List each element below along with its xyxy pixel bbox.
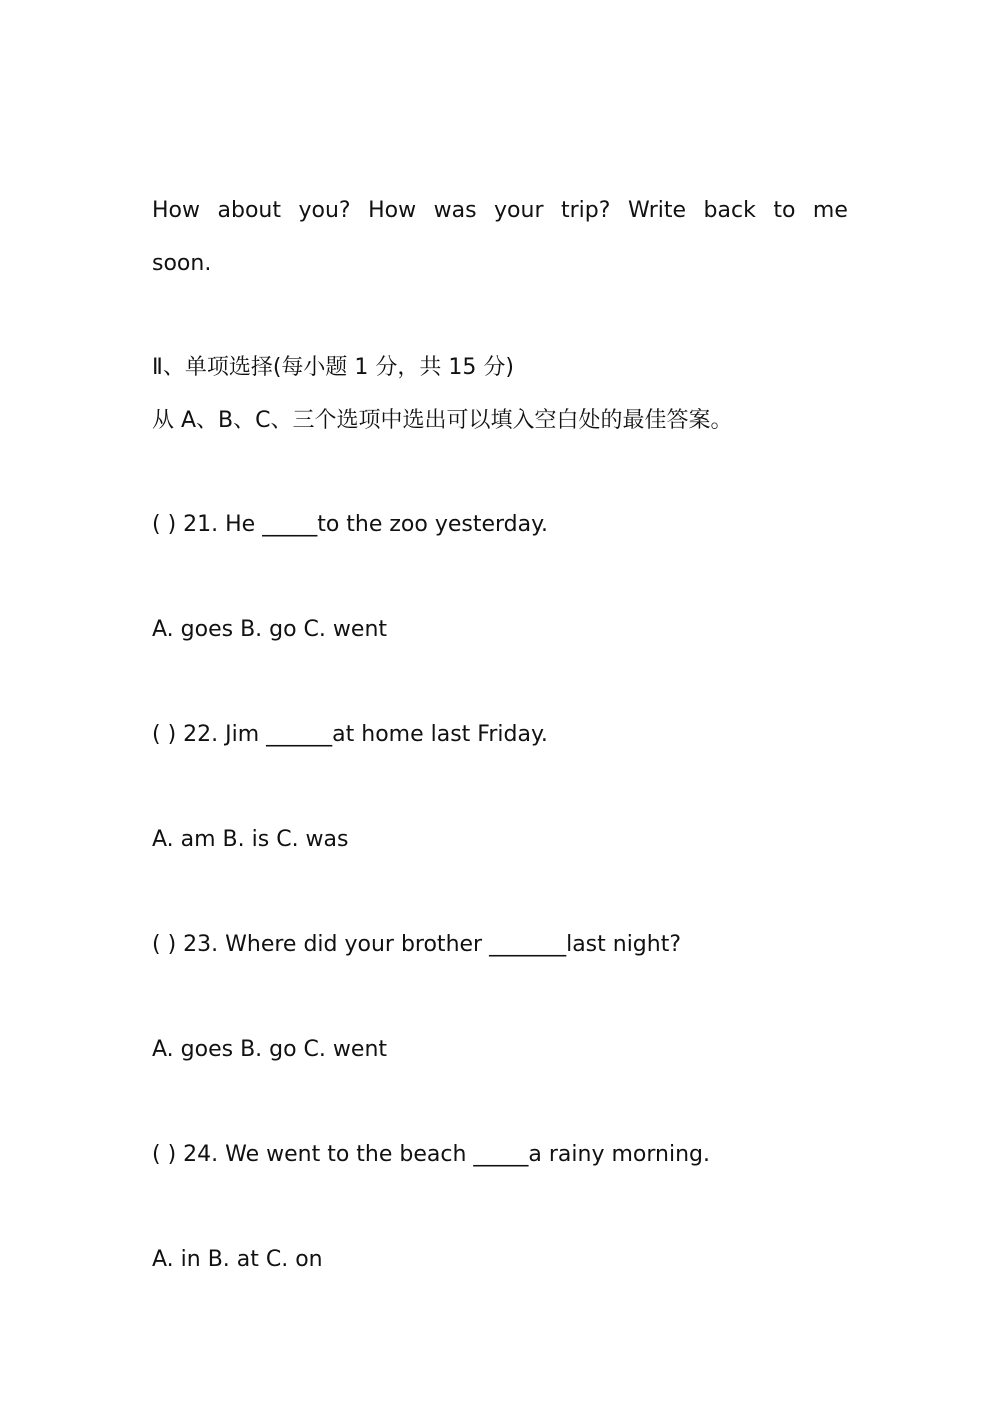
question-22-options: A. am B. is C. was <box>152 827 349 852</box>
question-21-stem: ( ) 21. He _____to the zoo yesterday. <box>152 512 548 537</box>
word: me <box>812 198 848 223</box>
section-instruction: 从 A、B、C、三个选项中选出可以填入空白处的最佳答案。 <box>152 408 733 433</box>
word: about <box>217 198 281 223</box>
question-23-options: A. goes B. go C. went <box>152 1037 388 1062</box>
section-heading: Ⅱ、单项选择(每小题 1 分，共 15 分) <box>152 355 514 380</box>
word: was <box>433 198 477 223</box>
word: trip? <box>561 198 611 223</box>
question-22-stem: ( ) 22. Jim ______at home last Friday. <box>152 722 548 747</box>
question-21-options: A. goes B. go C. went <box>152 617 388 642</box>
word: Write <box>627 198 687 223</box>
question-24-stem: ( ) 24. We went to the beach _____a rainy morning. <box>152 1142 710 1167</box>
word: How <box>368 198 417 223</box>
word: back <box>703 198 756 223</box>
word: your <box>494 198 544 223</box>
word: How <box>152 198 200 223</box>
letter-closing-line-2: soon. <box>152 251 212 276</box>
question-23-stem: ( ) 23. Where did your brother _______last night? <box>152 932 682 957</box>
word: to <box>773 198 796 223</box>
word: you? <box>298 198 351 223</box>
letter-closing-line-1 <box>152 200 848 222</box>
question-24-options: A. in B. at C. on <box>152 1247 323 1272</box>
